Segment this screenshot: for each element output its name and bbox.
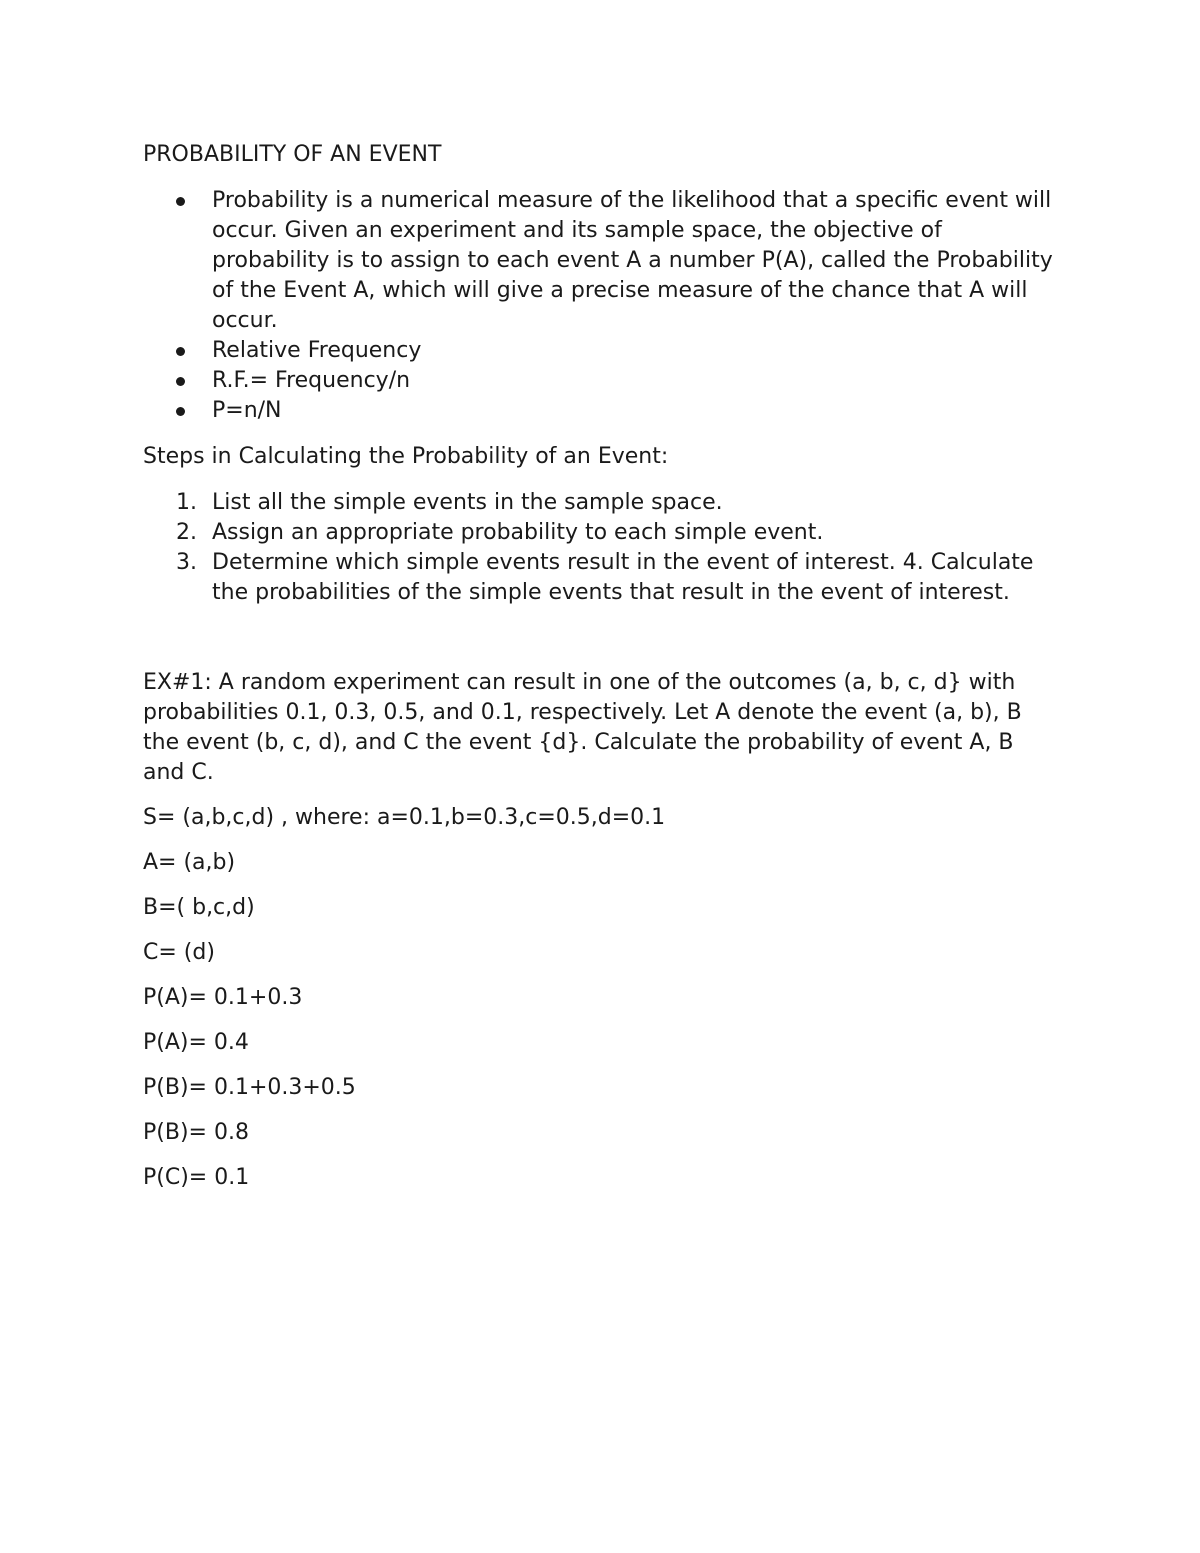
example-line: P(B)= 0.1+0.3+0.5 [143,1075,356,1100]
step-text: Assign an appropriate probability to each simple event. [212,520,824,545]
example-line: P(C)= 0.1 [143,1165,250,1190]
bullet-icon [176,197,185,206]
bullet-text: Relative Frequency [212,338,422,363]
document-page [143,140,1058,1208]
bullet-text: P=n/N [212,398,282,423]
example-line: P(B)= 0.8 [143,1120,249,1145]
list-item [143,548,1058,608]
bullet-icon [176,407,185,416]
bullet-list [143,186,1058,426]
example-line: A= (a,b) [143,850,236,875]
step-number: 2. [176,520,197,545]
example-line: P(A)= 0.1+0.3 [143,985,303,1010]
page-title: PROBABILITY OF AN EVENT [143,142,442,167]
list-item [143,366,1058,396]
list-item [143,518,1058,548]
spacer [143,608,1058,668]
example-line: C= (d) [143,940,215,965]
example-prompt: EX#1: A random experiment can result in one of the outcomes (a, b, c, d} with probabilities 0.1, 0.3, 0.5, and 0.1, respectively. Let A denote the event (a, b), B the event (b, c, d), and C the event {d}. Calculate the probability of event A, B and C. [143,670,1022,785]
list-item [143,186,1058,336]
steps-list [143,488,1058,608]
step-text: Determine which simple events result in the event of interest. 4. Calculate the probabilities of the simple events that result in the event of interest. [212,550,1034,605]
list-item [143,488,1058,518]
example-line: B=( b,c,d) [143,895,255,920]
bullet-text: R.F.= Frequency/n [212,368,411,393]
bullet-icon [176,377,185,386]
example-line: S= (a,b,c,d) , where: a=0.1,b=0.3,c=0.5,d=0.1 [143,805,666,830]
step-number: 3. [176,550,197,575]
step-text: List all the simple events in the sample space. [212,490,723,515]
bullet-icon [176,347,185,356]
step-number: 1. [176,490,197,515]
example-line: P(A)= 0.4 [143,1030,249,1055]
list-item [143,336,1058,366]
bullet-text: Probability is a numerical measure of the likelihood that a specific event will occur. Given an experiment and its sample space, the objective of probability is to assign to each event A a number P(A), called the Probability of the Event A, which will give a precise measure of the chance that A will occur. [212,188,1053,333]
list-item [143,396,1058,426]
steps-heading: Steps in Calculating the Probability of an Event: [143,444,669,469]
